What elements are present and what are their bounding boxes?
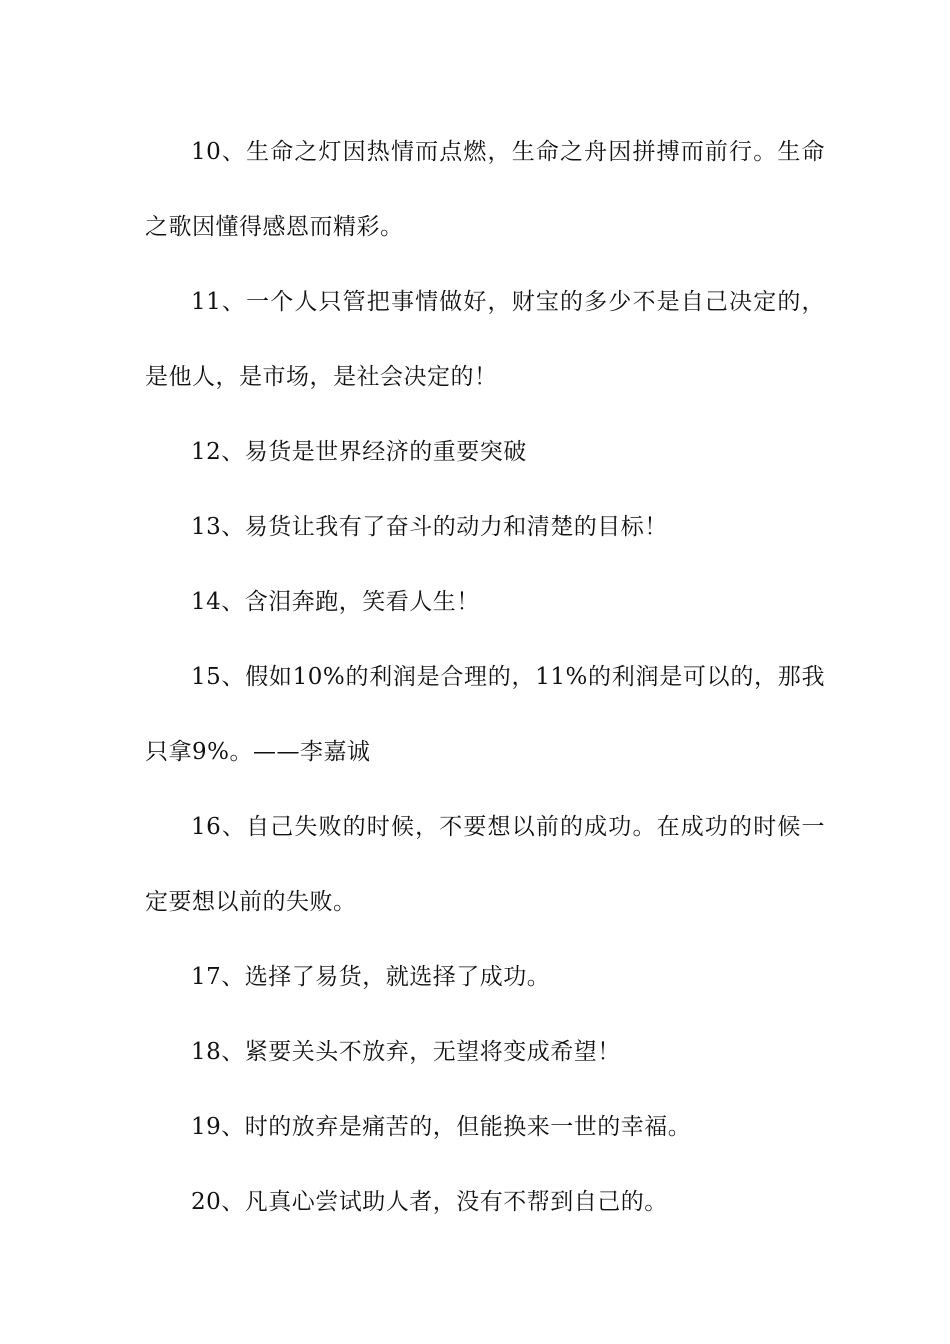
paragraph-20: 20、凡真心尝试助人者，没有不帮到自己的。 <box>191 1189 668 1215</box>
paragraph-17: 17、选择了易货，就选择了成功。 <box>191 964 551 990</box>
paragraph-11: 11、一个人只管把事情做好，财宝的多少不是自己决定的，是他人，是市场，是社会决定的！ <box>145 289 825 390</box>
paragraph-12: 12、易货是世界经济的重要突破 <box>191 439 527 465</box>
paragraph-15: 15、假如10%的利润是合理的，11%的利润是可以的，那我只拿9%。——李嘉诚 <box>145 664 825 765</box>
paragraph-18: 18、紧要关头不放弃，无望将变成希望！ <box>191 1039 621 1065</box>
paragraph-14: 14、含泪奔跑，笑看人生！ <box>191 589 480 615</box>
paragraph-16: 16、自己失败的时候，不要想以前的成功。在成功的时候一定要想以前的失败。 <box>145 814 825 915</box>
document-body <box>145 115 825 1240</box>
paragraph-19: 19、时的放弃是痛苦的，但能换来一世的幸福。 <box>191 1114 692 1140</box>
paragraph-13: 13、易货让我有了奋斗的动力和清楚的目标！ <box>191 514 668 540</box>
paragraph-10: 10、生命之灯因热情而点燃，生命之舟因拼搏而前行。生命之歌因懂得感恩而精彩。 <box>145 139 825 240</box>
